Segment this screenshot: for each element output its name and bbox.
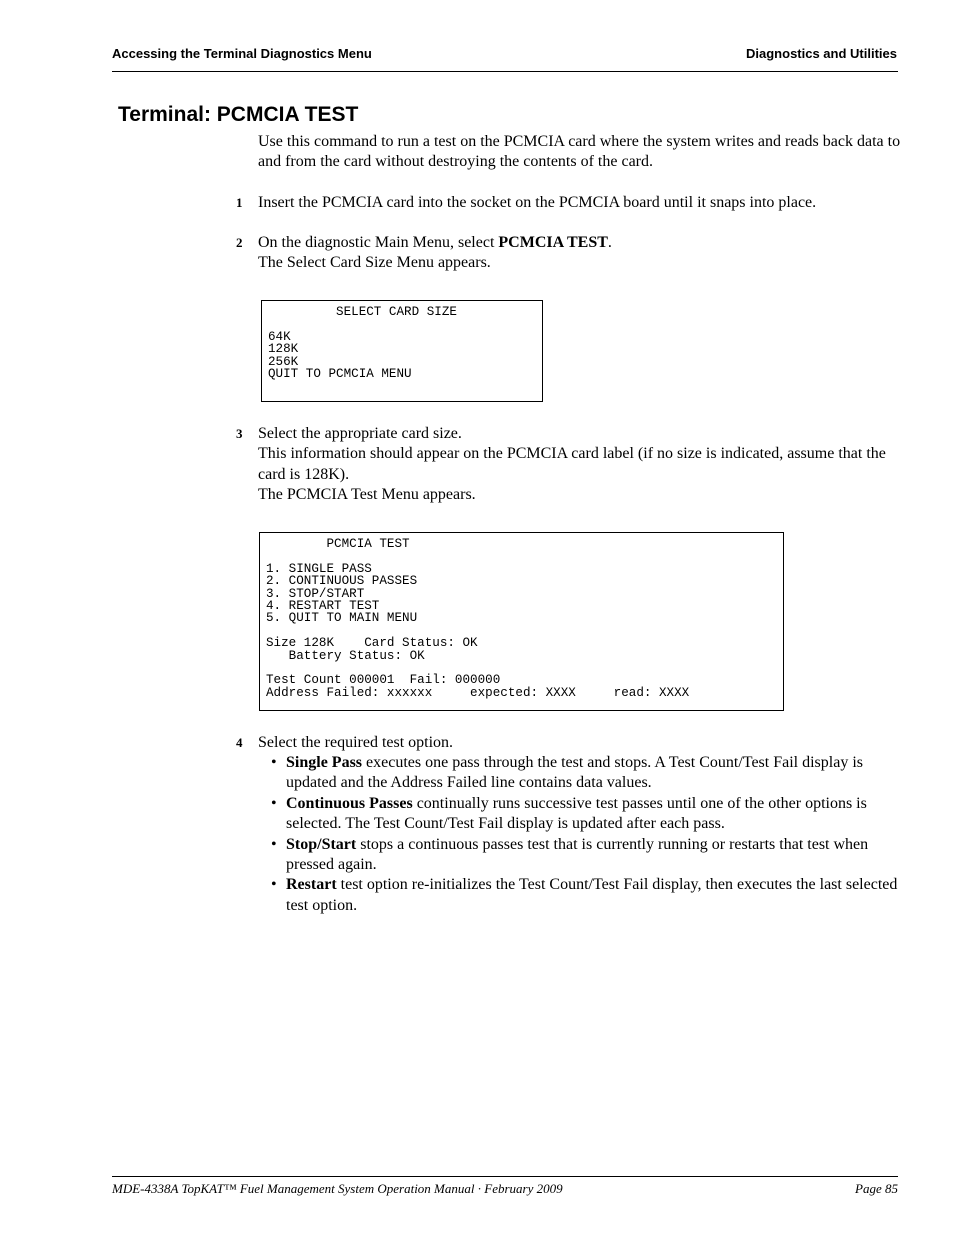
step-3-line-1: Select the appropriate card size. [258,425,462,442]
step-number-1: 1 [236,195,243,210]
screen-line [266,550,777,562]
screen-line: PCMCIA TEST [266,537,410,551]
footer-document-title: MDE-4338A TopKAT™ Fuel Management System Operation Manual · February 2009 [112,1181,563,1196]
menu-option-pcmcia-test: PCMCIA TEST [498,234,608,251]
step-3-line-3: The PCMCIA Test Menu appears. [258,486,476,504]
bullet-icon: • [271,794,277,812]
bullet-icon: • [271,754,277,771]
screen-line: 1. SINGLE PASS [266,561,372,576]
running-header-right: Diagnostics and Utilities [746,46,897,61]
step-4-text: Select the required test option. [258,734,454,751]
screen-line: 2. CONTINUOUS PASSES [266,574,418,589]
screen-line: Test Count 000001 Fail: 000000 [266,673,501,688]
screen-line: QUIT TO PCMCIA MENU [268,367,412,382]
screen-line [268,318,536,330]
step-number-2: 2 [236,235,243,250]
step-3-text [258,424,903,506]
step-number-3: 3 [236,426,243,441]
bullet-restart: • Restart test option re-initializes the Test Count/Test Fail display, then executes the last selected test option. [271,876,898,914]
section-title: Terminal: PCMCIA TEST [118,103,359,126]
step-2-line-1: On the diagnostic Main Menu, select PCMCIA TEST. [258,234,612,251]
screen-line: 5. QUIT TO MAIN MENU [266,611,418,626]
running-header-left: Accessing the Terminal Diagnostics Menu [112,46,372,61]
page-number: Page 85 [855,1181,898,1196]
footer-rule [112,1176,898,1177]
step-1-text: Insert the PCMCIA card into the socket on the PCMCIA board until it snaps into place. [258,194,817,211]
intro-paragraph: Use this command to run a test on the PCMCIA card where the system writes and reads back data to and from the card without destroying the contents of the card. [258,133,901,171]
screen-line: 128K [268,342,299,357]
step-number-4: 4 [236,735,243,750]
step-3-line-2: This information should appear on the PCMCIA card label (if no size is indicated, assume that the card is 128K). [258,445,886,483]
bullet-icon: • [271,876,277,894]
header-rule [112,71,898,72]
screen-line: 4. RESTART TEST [266,599,380,614]
screen-line: 64K [268,329,291,344]
test-option-list [271,753,903,916]
screen-line: Size 128K Card Status: OK [266,636,478,651]
step-2-text [258,233,903,274]
bullet-single-pass: • Single Pass executes one pass through the test and stops. A Test Count/Test Fail display is updated and the Address Failed line contains data values. [271,754,863,792]
screen-line: 256K [268,354,299,369]
screen-line: Battery Status: OK [266,648,425,663]
bullet-icon: • [271,835,277,853]
select-card-size-screen [261,300,543,402]
step-2-line-2: The Select Card Size Menu appears. [258,254,491,272]
screen-line: Address Failed: xxxxxx expected: XXXX read: XXXX [266,685,690,700]
pcmcia-test-screen [259,532,784,711]
screen-line: 3. STOP/START [266,586,365,601]
bullet-continuous-passes: • Continuous Passes continually runs successive test passes until one of the other options is selected. The Test Count/Test Fail display is updated after each pass. [271,794,867,833]
screen-line: SELECT CARD SIZE [268,305,457,319]
bullet-stop-start: • Stop/Start stops a continuous passes test that is currently running or restarts that test when pressed again. [271,835,869,874]
